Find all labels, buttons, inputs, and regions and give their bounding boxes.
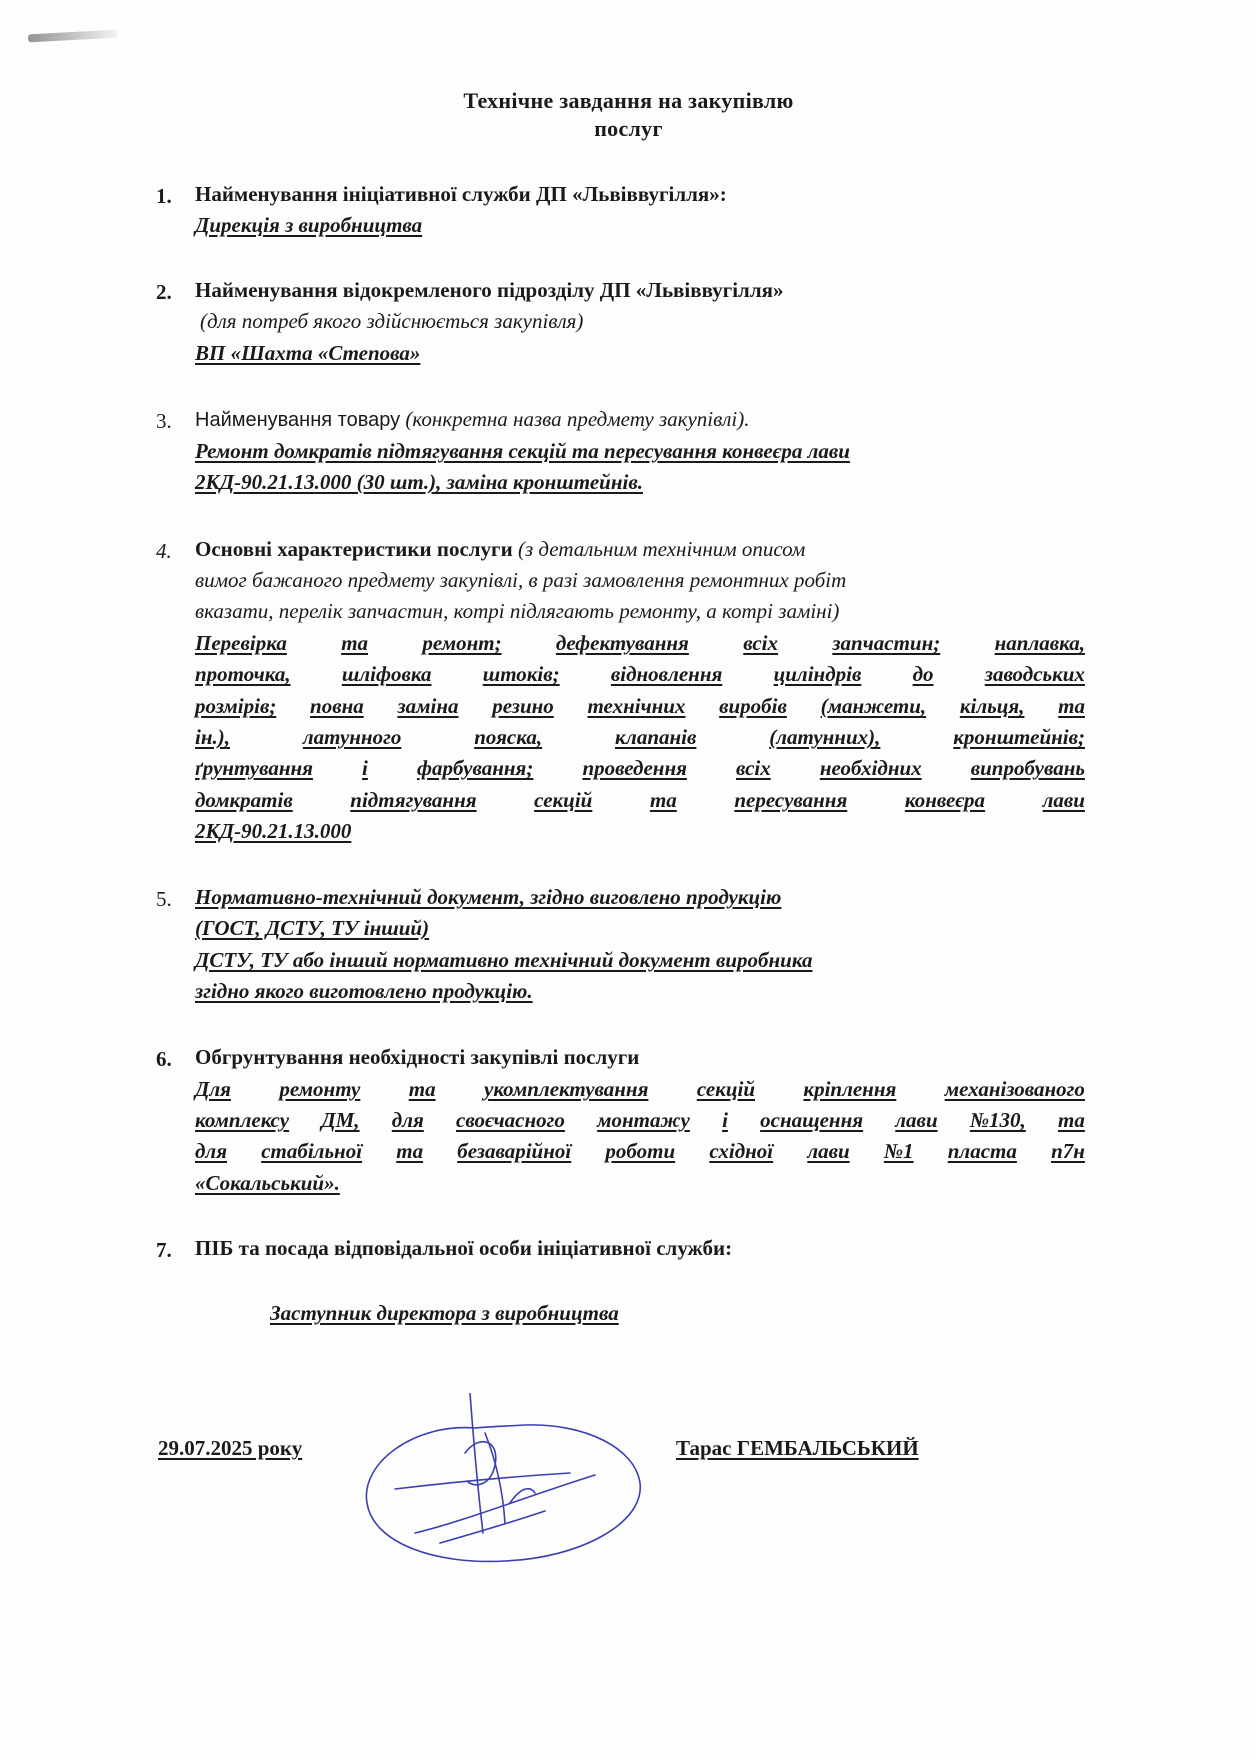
item-number-5: 5. [156, 887, 172, 911]
item-4-note-line-1: (з детальним технічним описом [517, 537, 806, 561]
item-7-value: Заступник директора з виробництва [270, 1301, 619, 1325]
item-3-heading: Найменування товару [195, 409, 401, 431]
item-4-heading: Основні характеристики послуги [195, 537, 513, 561]
item-number-2: 2. [156, 280, 172, 304]
item-4-value-line-5: ґрунтування і фарбування; проведення всіх необхідних випробувань [195, 756, 1085, 780]
item-2-value: ВП «Шахта «Степова» [195, 341, 421, 365]
item-3-value-line-1: Ремонт домкратів підтягування секцій та пересування конвеєра лави [195, 439, 850, 463]
item-number-6: 6. [156, 1047, 172, 1071]
signature-date: 29.07.2025 року [158, 1436, 303, 1460]
item-2-note: (для потреб якого здійснюється закупівля) [200, 309, 584, 333]
signer-name: Тарас ГЕМБАЛЬСЬКИЙ [676, 1436, 919, 1460]
item-6-value-line-2: комплексу ДМ, для своєчасного монтажу і оснащення лави №130, та [195, 1108, 1085, 1132]
item-6-value-line-4: «Сокальський». [195, 1171, 340, 1195]
item-5-heading-line-1: Нормативно-технічний документ, згідно виговлено продукцію [195, 885, 782, 909]
item-number-4: 4. [156, 539, 172, 563]
document-title-line2: послуг [594, 116, 663, 141]
item-6-heading: Обгрунтування необхідності закупівлі послуги [195, 1045, 640, 1069]
item-6-value-line-1: Для ремонту та укомплектування секцій кріплення механізованого [195, 1077, 1085, 1101]
item-4-heading-row [195, 539, 805, 560]
item-3-value-line-2: 2КД-90.21.13.000 (30 шт.), заміна кронштейнів. [195, 470, 643, 494]
item-number-1: 1. [156, 184, 172, 208]
item-3-note: (конкретна назва предмету закупівлі). [405, 407, 750, 431]
item-4-value-line-3: розмірів; повна заміна резино технічних виробів (манжети, кільця, та [195, 694, 1085, 718]
item-4-value-line-7: 2КД-90.21.13.000 [195, 819, 352, 843]
item-4-value-line-4: ін.), латунного пояска, клапанів (латунних), кронштейнів; [195, 725, 1085, 749]
item-number-3: 3. [156, 409, 172, 433]
item-6-value-line-3: для стабільної та безаварійної роботи східної лави №1 пласта п7н [195, 1139, 1085, 1163]
item-4-note-line-3: вказати, перелік запчастин, котрі підлягають ремонту, а котрі заміні) [195, 599, 840, 623]
item-1-value: Дирекція з виробництва [195, 213, 423, 237]
item-4-note-line-2: вимог бажаного предмету закупівлі, в разі замовлення ремонтних робіт [195, 568, 847, 592]
item-7-heading: ПІБ та посада відповідальної особи ініціативної служби: [195, 1236, 733, 1260]
item-5-value-line-1: ДСТУ, ТУ або інший нормативно технічний документ виробника [195, 948, 813, 972]
document-title: Технічне завдання на закупівлю [463, 88, 794, 113]
scan-artifact [28, 30, 118, 43]
item-1-heading: Найменування ініціативної служби ДП «Львіввугілля»: [195, 182, 727, 206]
item-4-value-line-6: домкратів підтягування секцій та пересування конвеєра лави [195, 788, 1085, 812]
item-4-value-line-2: проточка, шліфовка штоків; відновлення циліндрів до заводських [195, 662, 1085, 686]
item-number-7: 7. [156, 1238, 172, 1262]
item-4-value-line-1: Перевірка та ремонт; дефектування всіх запчастин; наплавка, [195, 631, 1085, 655]
item-5-value-line-2: згідно якого виготовлено продукцію. [195, 979, 533, 1003]
item-2-heading: Найменування відокремленого підрозділу ДП «Львіввугілля» [195, 278, 784, 302]
item-3-heading-row [195, 409, 749, 430]
handwritten-signature [355, 1393, 655, 1573]
item-5-heading-line-2: (ГОСТ, ДСТУ, ТУ інший) [195, 916, 430, 940]
